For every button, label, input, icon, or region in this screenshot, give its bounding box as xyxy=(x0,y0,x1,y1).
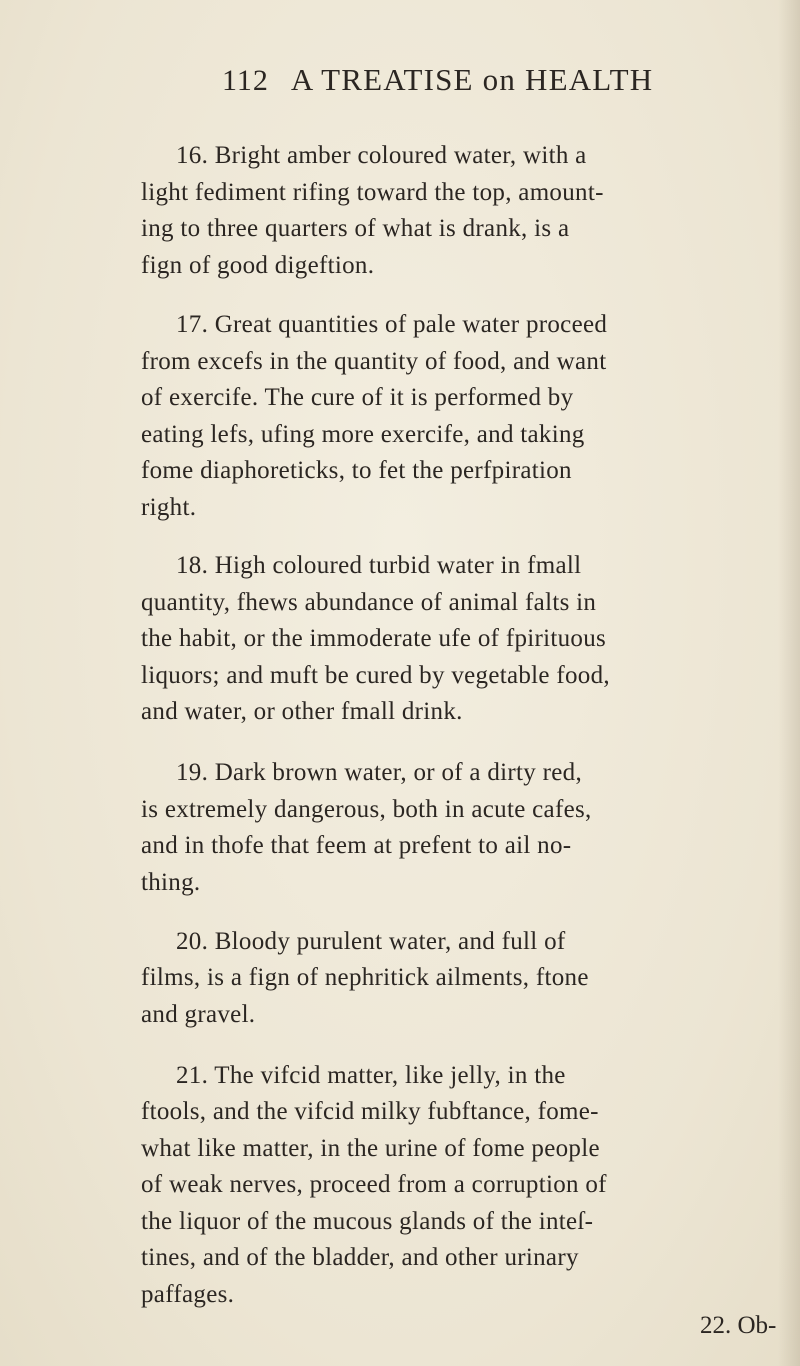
text-line: ing to three quarters of what is drank, is a xyxy=(141,215,570,242)
text-line: 21. The vifcid matter, like jelly, in the xyxy=(176,1062,566,1089)
text-line: 18. High coloured turbid water in fmall xyxy=(176,552,582,579)
running-head xyxy=(222,62,742,102)
text-line: 17. Great quantities of pale water proceed xyxy=(176,311,608,338)
running-title: A TREATISE on HEALTH xyxy=(290,62,654,97)
text-line: liquors; and muft be cured by vegetable food, xyxy=(141,662,610,689)
text-line: and water, or other fmall drink. xyxy=(141,698,463,725)
text-line: the liquor of the mucous glands of the inteſ- xyxy=(141,1208,594,1235)
page-number: 112 xyxy=(222,64,269,97)
text-line: fign of good digeftion. xyxy=(141,252,375,279)
text-line: what like matter, in the urine of fome people xyxy=(141,1135,600,1162)
text-line: light fediment rifing toward the top, amount- xyxy=(141,179,604,206)
text-line: right. xyxy=(141,494,197,521)
text-line: fome diaphoreticks, to fet the perfpiration xyxy=(141,457,572,484)
text-line: eating lefs, ufing more exercife, and taking xyxy=(141,421,585,448)
text-line: thing. xyxy=(141,869,201,896)
text-line: paffages. xyxy=(141,1281,235,1308)
text-line: the habit, or the immoderate ufe of fpirituous xyxy=(141,625,607,652)
text-line: 19. Dark brown water, or of a dirty red, xyxy=(176,759,583,786)
text-line: 20. Bloody purulent water, and full of xyxy=(176,928,566,955)
text-line: of exercife. The cure of it is performed by xyxy=(141,384,574,411)
page-edge-shadow xyxy=(778,0,800,1366)
text-line: is extremely dangerous, both in acute cafes, xyxy=(141,796,592,823)
text-line: films, is a fign of nephritick ailments, ftone xyxy=(141,964,589,991)
text-line: and gravel. xyxy=(141,1001,256,1028)
text-line: of weak nerves, proceed from a corruption of xyxy=(141,1171,607,1198)
catchword: 22. Ob- xyxy=(700,1312,777,1339)
text-line: quantity, fhews abundance of animal falts in xyxy=(141,589,597,616)
text-line: and in thofe that feem at prefent to ail no- xyxy=(141,832,572,859)
text-line: 16. Bright amber coloured water, with a xyxy=(176,142,587,169)
text-line: from excefs in the quantity of food, and want xyxy=(141,348,607,375)
text-line: ftools, and the vifcid milky fubftance, fome- xyxy=(141,1098,599,1125)
text-line: tines, and of the bladder, and other urinary xyxy=(141,1244,579,1271)
